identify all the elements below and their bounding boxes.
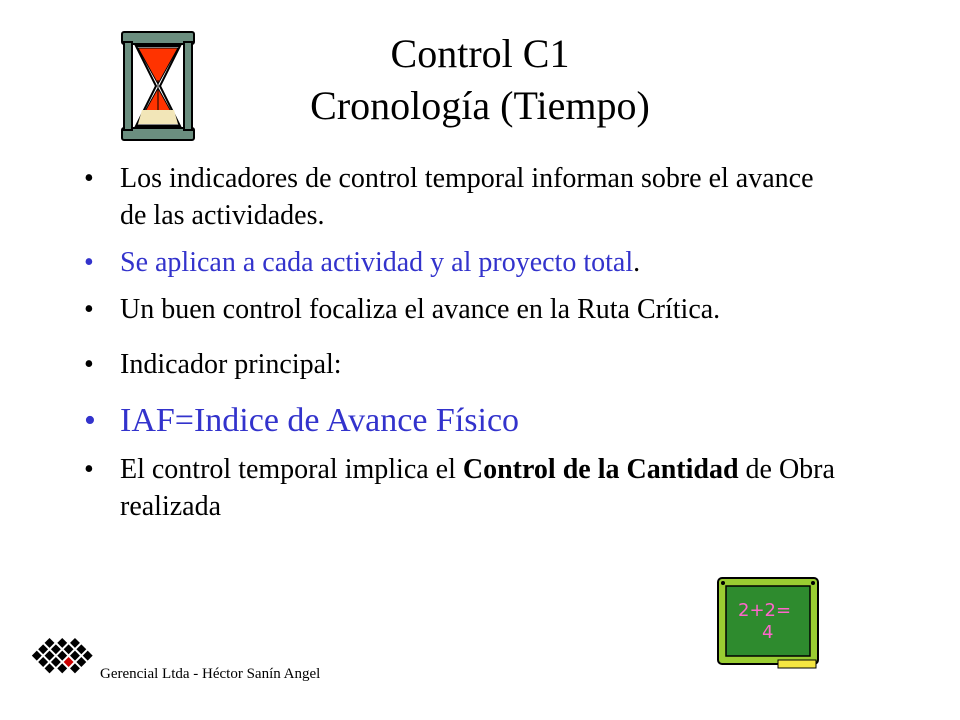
bullet-marker: • [84, 163, 94, 194]
chalk-result: 4 [762, 622, 774, 643]
bullet-text: Un buen control focaliza el avance en la Ruta Crítica. [120, 294, 721, 325]
bullet-item [84, 399, 844, 443]
chalk-equation: 2+2= [738, 600, 792, 621]
bullet-marker: • [84, 349, 94, 380]
bullet-text-post: de Obra realizada [120, 454, 835, 522]
slide-title [200, 28, 760, 132]
bullet-item [84, 451, 844, 525]
title-line-1: Control C1 [390, 31, 570, 76]
bullet-marker: • [84, 402, 96, 439]
footer-text: Gerencial Ltda - Héctor Sanín Angel [100, 666, 321, 682]
bullet-marker: • [84, 294, 94, 325]
bullet-item [84, 244, 844, 281]
bullet-marker: • [84, 454, 94, 485]
bullet-text-pre: El control temporal implica el [120, 454, 463, 485]
hourglass-icon [120, 30, 196, 142]
bullet-text: Los indicadores de control temporal informan sobre el avance de las actividades. [120, 163, 814, 231]
bullet-text: IAF=Indice de Avance Físico [120, 402, 520, 439]
title-line-2: Cronología (Tiempo) [310, 83, 650, 128]
bullet-item [84, 160, 844, 234]
chalkboard-icon [716, 576, 820, 672]
bullet-text: Indicador principal: [120, 349, 342, 380]
bullet-marker: • [84, 247, 94, 278]
bullet-text-bold: Control de la Cantidad [462, 454, 739, 485]
bullet-list [84, 160, 844, 525]
company-logo [18, 626, 98, 698]
bullet-text: Se aplican a cada actividad y al proyecto total [120, 247, 634, 278]
bullet-period: . [633, 247, 641, 278]
bullet-item [84, 291, 844, 328]
bullet-item [84, 346, 844, 383]
